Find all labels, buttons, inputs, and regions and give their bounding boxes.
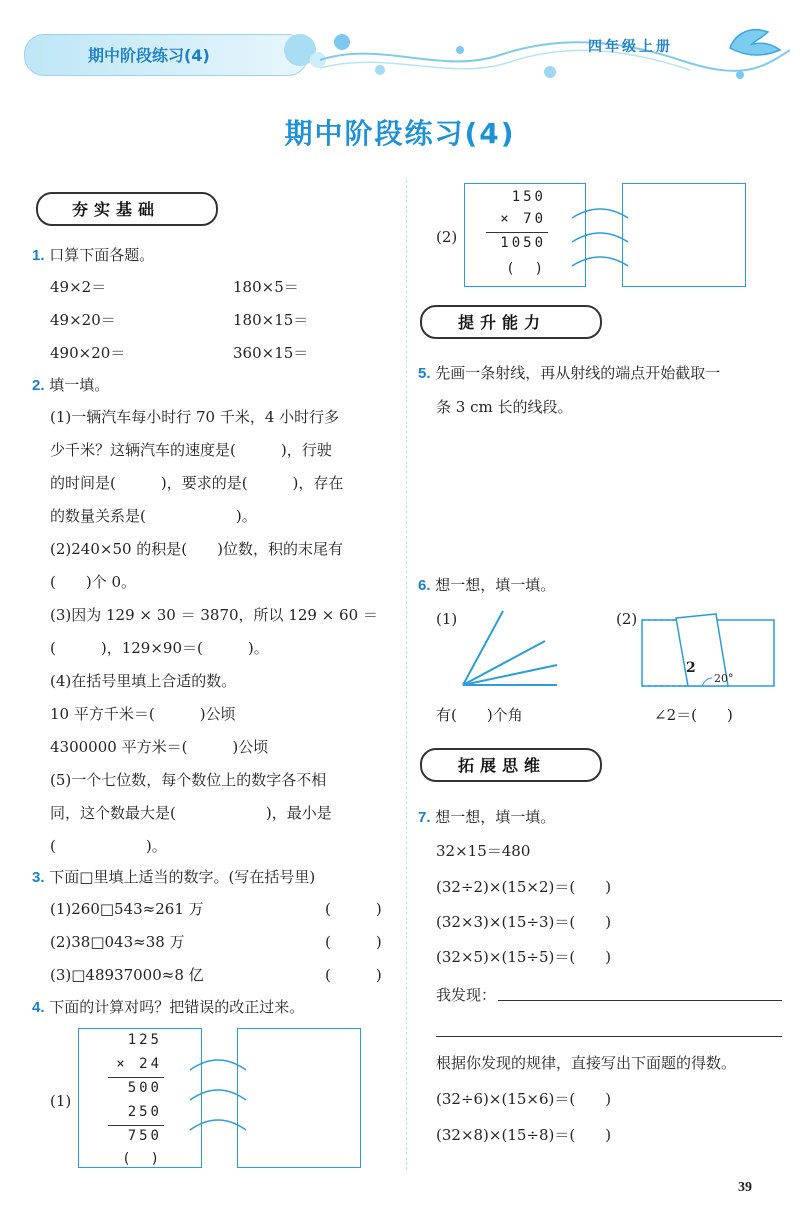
question-number: 7. [418,809,431,826]
q1-item: 180×5＝ [233,278,299,296]
question-3 [32,866,315,887]
section-title-basics: 夯实基础 [72,200,161,219]
q1-item: 49×2＝ [50,278,107,296]
q6-answer-1[interactable]: 有( )个角 [436,706,523,724]
q2-line: 10 平方千米＝( )公顷 [50,705,236,723]
q4-part-label: (2) [436,228,458,246]
calc-digit-row: × 24 [116,1056,162,1072]
arrow-arcs-icon [188,1050,248,1160]
rays-angle-figure [455,605,565,695]
calc-digit-row: 500 [127,1080,162,1096]
q6-part-label: (2) [616,610,638,628]
page-number: 39 [738,1180,752,1195]
drawing-area[interactable] [430,425,780,565]
question-5 [418,362,720,383]
header-wave-decoration [320,20,790,90]
calc-rule [108,1125,164,1126]
page-title: 期中阶段练习(4) [284,117,516,150]
q2-line: 同，这个数最大是( )，最小是 [50,804,332,822]
calc-digit-row: 1050 [500,235,546,251]
q1-item: 49×20＝ [50,311,116,329]
banner-title: 期中阶段练习(4) [88,46,210,65]
q1-item: 180×15＝ [233,311,309,329]
grade-label: 四年级上册 [588,39,673,55]
q6-answer-2[interactable]: ∠2＝( ) [654,706,733,724]
q7-line: 32×15＝480 [436,842,531,860]
arrow-arcs-icon [570,200,630,280]
q3-answer-blank[interactable]: ( ) [325,900,382,918]
question-text: 条 3 cm 长的线段。 [436,398,573,416]
section-title-improve: 提升能力 [458,313,547,332]
question-text: 下面的计算对吗？把错误的改正过来。 [49,998,305,1016]
question-number: 4. [32,999,45,1016]
q2-line: 的数量关系是( )。 [50,507,257,525]
question-text: 下面□里填上适当的数字。(写在括号里) [49,868,316,886]
q3-item: (1)260□543≈261 万 [50,900,204,918]
q7-line: (32×5)×(15÷5)＝( ) [436,948,612,966]
q1-item: 490×20＝ [50,344,126,362]
question-2 [32,374,109,395]
q7-rule-text: 根据你发现的规律，直接写出下面题的得数。 [436,1054,737,1072]
question-4 [32,996,304,1017]
q3-item: (3)□48937000≈8 亿 [50,966,204,984]
question-number: 6. [418,577,431,594]
q2-line: 的时间是( )，要求的是( )，存在 [50,474,344,492]
question-text: 想一想，填一填。 [435,576,556,594]
question-text: 填一填。 [49,376,110,394]
calc-box-original [78,1028,202,1168]
calc-answer-blank[interactable]: ( ) [122,1151,162,1167]
calc-digit-row: 750 [127,1128,162,1144]
q2-line: ( )。 [50,837,167,855]
q7-line: (32÷6)×(15×6)＝( ) [436,1090,612,1108]
discovery-answer-line[interactable] [436,1036,782,1037]
q3-answer-blank[interactable]: ( ) [325,966,382,984]
q2-line: (2)240×50 的积是( )位数，积的末尾有 [50,540,344,558]
question-6 [418,574,555,595]
figure-angle-value: 20° [714,672,734,685]
question-number: 2. [32,377,45,394]
question-text: 口算下面各题。 [49,246,155,264]
calc-box-correction[interactable] [237,1028,361,1168]
calc-digit-row: 250 [127,1104,162,1120]
folded-paper-figure [640,612,780,692]
q7-line: (32÷2)×(15×2)＝( ) [436,878,612,896]
q2-line: (5)一个七位数，每个数位上的数字各不相 [50,771,327,789]
q1-item: 360×15＝ [233,344,309,362]
question-number: 5. [418,365,431,382]
q3-answer-blank[interactable]: ( ) [325,933,382,951]
discovery-answer-line[interactable] [498,1000,782,1001]
bird-icon [722,18,784,66]
q7-discovery-label: 我发现： [436,986,497,1004]
q2-line: (1)一辆汽车每小时行 70 千米，4 小时行多 [50,408,340,426]
calc-digit-row: 150 [511,189,546,205]
q2-line: 少千米？这辆汽车的速度是( )，行驶 [50,441,332,459]
section-title-extend: 拓展思维 [458,756,547,775]
question-7 [418,806,555,827]
q7-line: (32×3)×(15÷3)＝( ) [436,913,612,931]
question-1 [32,244,154,265]
q2-line: 4300000 平方米＝( )公顷 [50,738,269,756]
column-divider [406,180,407,1170]
q7-line: (32×8)×(15÷8)＝( ) [436,1126,612,1144]
q6-part-label: (1) [436,610,458,628]
q4-part-label: (1) [50,1092,72,1110]
q2-line: ( )个 0。 [50,573,137,591]
calc-box-correction[interactable] [622,183,746,287]
q3-item: (2)38□043≈38 万 [50,933,185,951]
q2-line: (4)在括号里填上合适的数。 [50,672,237,690]
figure-angle-label: 2 [686,660,696,676]
question-text: 想一想，填一填。 [435,808,556,826]
calc-answer-blank[interactable]: ( ) [506,261,546,277]
q2-line: (3)因为 129 × 30 ＝ 3870，所以 129 × 60 ＝ [50,606,378,624]
calc-digit-row: 125 [127,1032,162,1048]
question-text: 先画一条射线，再从射线的端点开始截取一 [435,364,721,382]
q2-line: ( )，129×90＝( )。 [50,639,269,657]
calc-digit-row: × 70 [500,211,546,227]
question-number: 3. [32,869,45,886]
calc-rule [486,232,548,233]
question-number: 1. [32,247,45,264]
calc-rule [108,1077,164,1078]
